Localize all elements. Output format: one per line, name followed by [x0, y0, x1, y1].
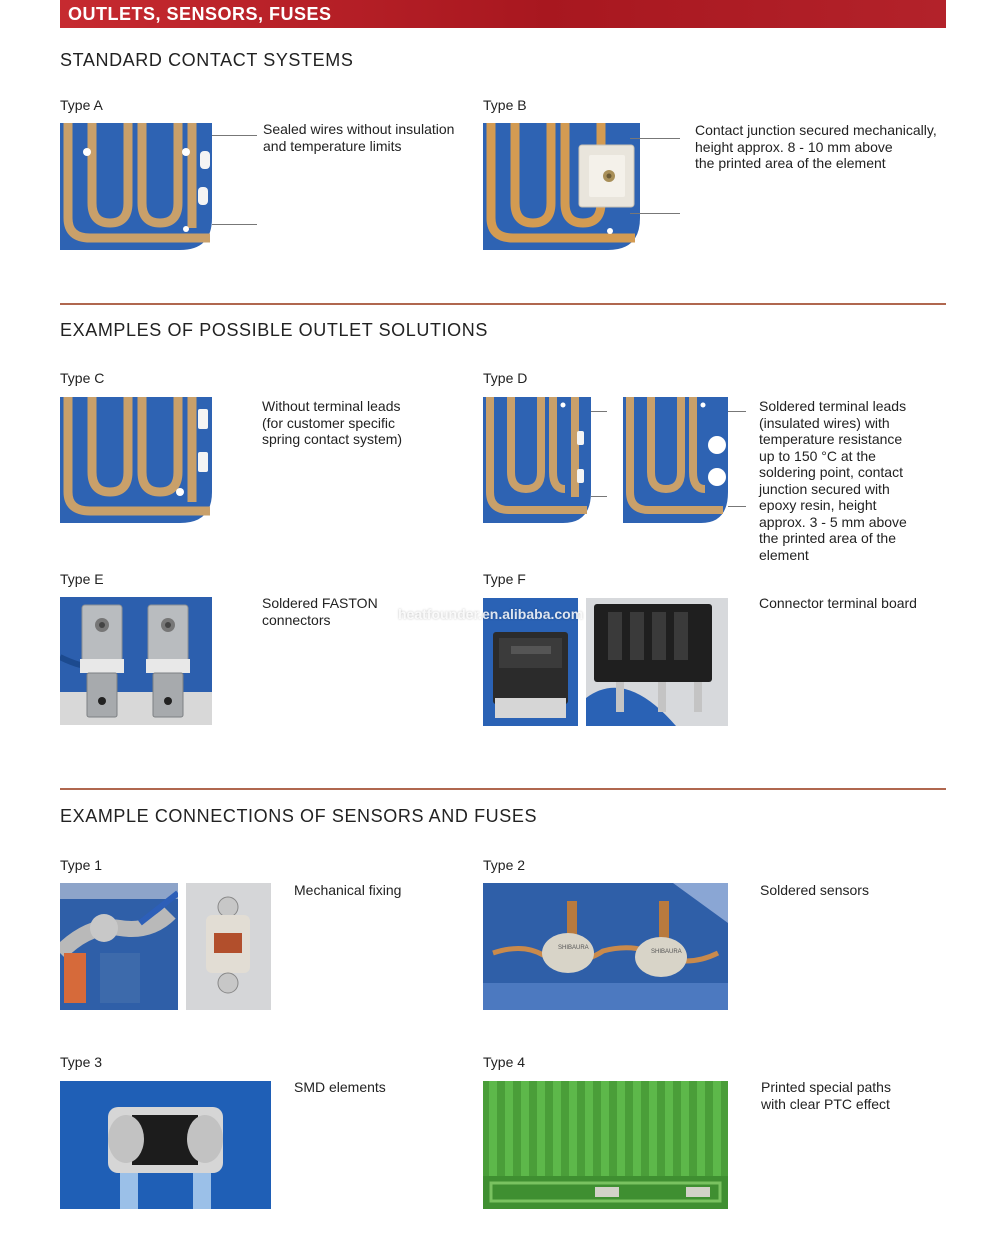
type-2-label: Type 2: [483, 857, 526, 873]
type-4-description: Printed special paths with clear PTC effect: [761, 1079, 891, 1112]
type-a-description: Sealed wires without insulation and temperature limits: [263, 121, 455, 154]
type-d-leader-right-bottom: [728, 506, 746, 507]
type-a-label: Type A: [60, 97, 103, 113]
type-a-image: [60, 123, 212, 250]
section-title-standard: STANDARD CONTACT SYSTEMS: [60, 50, 354, 70]
type-f-image-right: [586, 598, 728, 726]
type-f-label: Type F: [483, 571, 526, 587]
type-a-leader-bottom: [212, 224, 257, 225]
type-d-description: Soldered terminal leads (insulated wires) with temperature resistance up to 150 °C at the soldering point, contact junction secured with epoxy resin, height approx. 3 - 5 mm above the printed area of the element: [759, 398, 907, 563]
type-3-description: SMD elements: [294, 1079, 386, 1095]
section-divider-2: [60, 788, 946, 790]
type-a-leader-top: [212, 135, 257, 136]
type-1-image-left: [60, 883, 178, 1010]
type-1-image-right: [186, 883, 271, 1010]
type-4-label: Type 4: [483, 1054, 526, 1070]
section-title-outlets: EXAMPLES OF POSSIBLE OUTLET SOLUTIONS: [60, 320, 488, 340]
type-b-leader-top: [630, 138, 680, 139]
header-banner: [60, 0, 946, 28]
type-2-component-marking-left: SHIBAURA: [558, 945, 589, 951]
type-2-description: Soldered sensors: [760, 882, 869, 898]
type-e-description: Soldered FASTON connectors: [262, 595, 378, 628]
type-d-image-left: [483, 397, 591, 523]
type-f-description: Connector terminal board: [759, 595, 917, 611]
type-4-image: [483, 1081, 728, 1209]
type-e-image: [60, 597, 212, 725]
type-d-image-right: [623, 397, 728, 523]
type-b-label: Type B: [483, 97, 527, 113]
type-d-leader-left-top: [591, 411, 607, 412]
header-title: OUTLETS, SENSORS, FUSES: [68, 4, 332, 24]
type-c-label: Type C: [60, 370, 105, 386]
type-c-description: Without terminal leads (for customer specific spring contact system): [262, 398, 403, 447]
type-1-description: Mechanical fixing: [294, 882, 402, 898]
section-divider-1: [60, 303, 946, 305]
type-2-image: [483, 883, 728, 1010]
type-b-leader-bottom: [630, 213, 680, 214]
type-d-label: Type D: [483, 370, 528, 386]
type-c-image: [60, 397, 212, 523]
type-2-component-marking-right: SHIBAURA: [651, 949, 682, 955]
type-d-leader-right-top: [728, 411, 746, 412]
watermark: heatfounder.en.alibaba.com: [398, 606, 584, 622]
type-b-description: Contact junction secured mechanically, height approx. 8 - 10 mm above the printed area of the element: [695, 122, 937, 171]
section-title-sensors: EXAMPLE CONNECTIONS OF SENSORS AND FUSES: [60, 806, 538, 826]
type-3-label: Type 3: [60, 1054, 103, 1070]
type-b-image: [483, 123, 640, 250]
type-1-label: Type 1: [60, 857, 103, 873]
type-d-leader-left-bottom: [591, 496, 607, 497]
type-3-image: [60, 1081, 271, 1209]
type-e-label: Type E: [60, 571, 104, 587]
